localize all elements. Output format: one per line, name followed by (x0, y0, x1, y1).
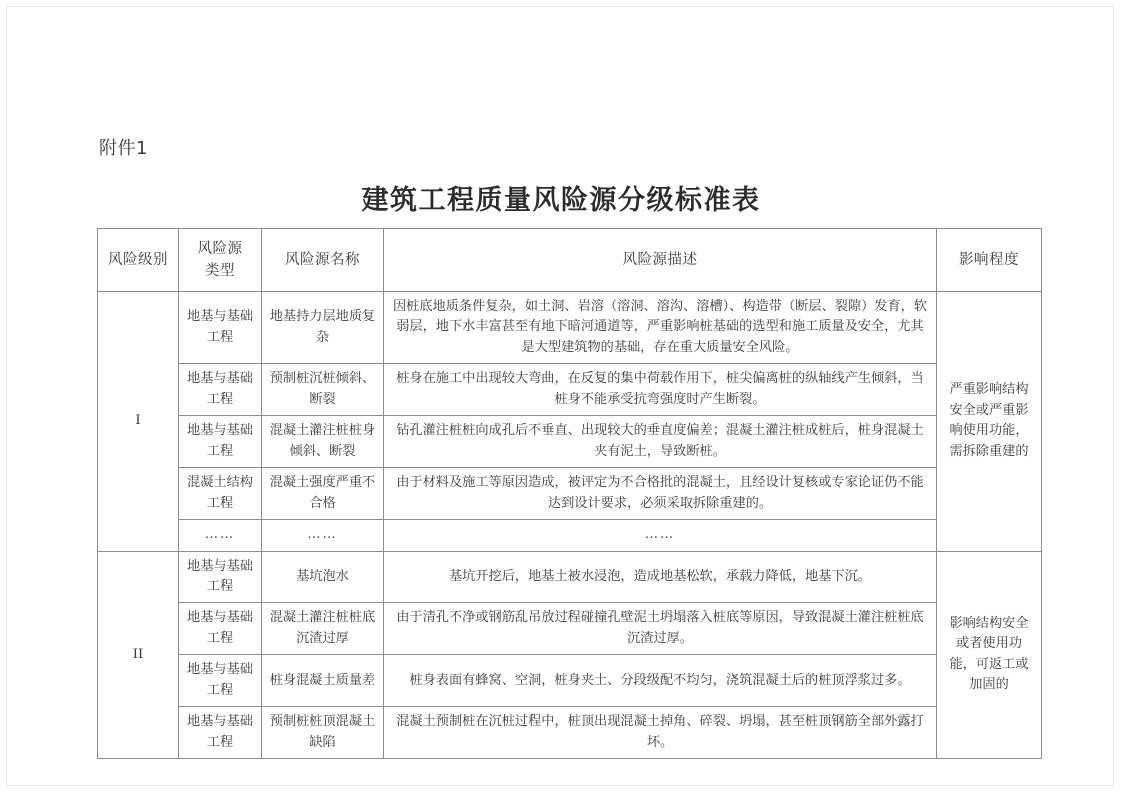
table-row (98, 364, 1042, 416)
cell-risk-description: 由于清孔不净或钢筋乱吊放过程碰撞孔壁泥土坍塌落入桩底等原因，导致混凝土灌注桩桩底沉渣过厚。 (384, 603, 937, 655)
table-row (98, 292, 1042, 364)
cell-risk-name: 混凝土强度严重不合格 (262, 468, 384, 520)
table-body (98, 292, 1042, 759)
cell-risk-type: 地基与基础工程 (179, 364, 262, 416)
cell-risk-name: 预制桩沉桩倾斜、断裂 (262, 364, 384, 416)
table-row (98, 520, 1042, 551)
cell-risk-level: II (98, 551, 179, 759)
table-row (98, 416, 1042, 468)
table-row (98, 603, 1042, 655)
cell-risk-type: 地基与基础工程 (179, 603, 262, 655)
cell-impact-degree: 影响结构安全或者使用功能，可返工或加固的 (937, 551, 1042, 759)
cell-risk-description: 桩身表面有蜂窝、空洞，桩身夹土、分段级配不均匀，浇筑混凝土后的桩顶浮浆过多。 (384, 655, 937, 707)
column-header-risk-type-line2: 类型 (205, 263, 235, 279)
column-header-risk-description: 风险源描述 (384, 229, 937, 292)
cell-risk-name: 基坑泡水 (262, 551, 384, 603)
cell-risk-level: I (98, 292, 179, 552)
cell-risk-name: 地基持力层地质复杂 (262, 292, 384, 364)
table-header-row (98, 229, 1042, 292)
column-header-risk-level: 风险级别 (98, 229, 179, 292)
cell-risk-type: 地基与基础工程 (179, 655, 262, 707)
cell-risk-name: 预制桩桩顶混凝土缺陷 (262, 707, 384, 759)
column-header-risk-type (179, 229, 262, 292)
cell-risk-description: 基坑开挖后，地基土被水浸泡，造成地基松软，承载力降低，地基下沉。 (384, 551, 937, 603)
table-row (98, 551, 1042, 603)
cell-risk-description: 因桩底地质条件复杂，如土洞、岩溶（溶洞、溶沟、溶槽）、构造带（断层、裂隙）发育，软弱层，地下水丰富甚至有地下暗河通道等，严重影响桩基础的选型和施工质量及安全，尤其是大型建筑物的基础，存在重大质量安全风险。 (384, 292, 937, 364)
cell-risk-description: 桩身在施工中出现较大弯曲，在反复的集中荷载作用下，桩尖偏离桩的纵轴线产生倾斜，当桩身不能承受抗弯强度时产生断裂。 (384, 364, 937, 416)
cell-risk-name: 混凝土灌注桩桩身倾斜、断裂 (262, 416, 384, 468)
cell-risk-description-ellipsis: …… (384, 520, 937, 551)
cell-risk-description: 混凝土预制桩在沉桩过程中，桩顶出现混凝土掉角、碎裂、坍塌，甚至桩顶钢筋全部外露打坏。 (384, 707, 937, 759)
cell-risk-type: 地基与基础工程 (179, 551, 262, 603)
attachment-label: 附件1 (99, 138, 148, 159)
cell-risk-type: 地基与基础工程 (179, 416, 262, 468)
column-header-impact-degree: 影响程度 (937, 229, 1042, 292)
cell-risk-name: 桩身混凝土质量差 (262, 655, 384, 707)
cell-risk-description: 由于材料及施工等原因造成，被评定为不合格批的混凝土，且经设计复核或专家论证仍不能达到设计要求，必须采取拆除重建的。 (384, 468, 937, 520)
cell-risk-type-ellipsis: …… (179, 520, 262, 551)
table-header (98, 229, 1042, 292)
cell-risk-name-ellipsis: …… (262, 520, 384, 551)
cell-impact-degree: 严重影响结构安全或严重影响使用功能，需拆除重建的 (937, 292, 1042, 552)
table-row (98, 707, 1042, 759)
column-header-risk-name: 风险源名称 (262, 229, 384, 292)
cell-risk-description: 钻孔灌注桩桩向成孔后不垂直、出现较大的垂直度偏差；混凝土灌注桩成桩后，桩身混凝土夹有泥土，导致断桩。 (384, 416, 937, 468)
cell-risk-type: 地基与基础工程 (179, 292, 262, 364)
column-header-risk-type-line1: 风险源 (197, 240, 243, 257)
table-row (98, 468, 1042, 520)
page-title: 建筑工程质量风险源分级标准表 (361, 185, 761, 216)
cell-risk-name: 混凝土灌注桩桩底沉渣过厚 (262, 603, 384, 655)
table-row (98, 655, 1042, 707)
risk-source-grading-table (97, 228, 1042, 759)
cell-risk-type: 混凝土结构工程 (179, 468, 262, 520)
cell-risk-type: 地基与基础工程 (179, 707, 262, 759)
